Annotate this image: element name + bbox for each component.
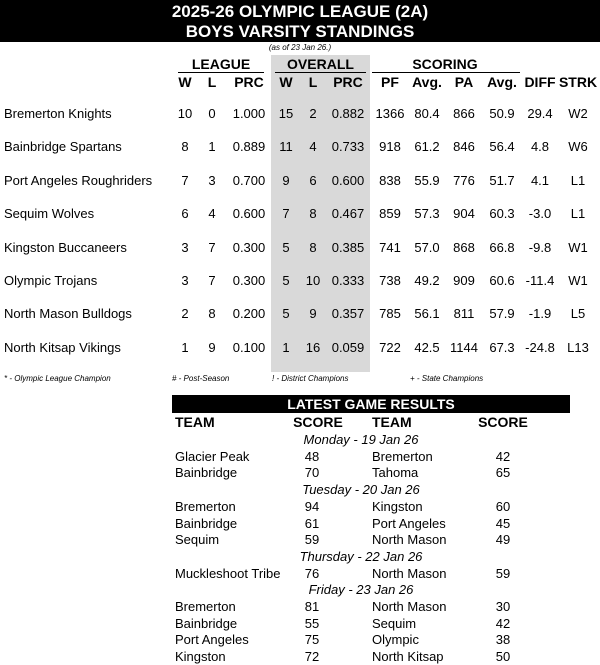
- cell-pa: 811: [453, 306, 475, 322]
- cell-league-prc: 1.000: [232, 106, 266, 121]
- game-row: [0, 565, 600, 582]
- away-team: Bremerton: [372, 448, 433, 464]
- cell-diff: -3.0: [528, 206, 552, 222]
- cell-diff: -24.8: [525, 339, 555, 355]
- cell-pf: 918: [379, 139, 401, 155]
- page-subtitle: BOYS VARSITY STANDINGS: [185, 22, 415, 41]
- cell-overall-w: 5: [282, 306, 290, 322]
- page-title: 2025-26 OLYMPIC LEAGUE (2A): [171, 2, 429, 21]
- cell-overall-prc: 0.059: [331, 339, 365, 355]
- cell-pf: 722: [379, 339, 401, 355]
- col-header-league-prc: PRC: [234, 74, 264, 90]
- standings-row: [0, 271, 600, 291]
- cell-overall-l: 10: [305, 273, 321, 288]
- standings-row: [0, 238, 600, 258]
- cell-pa: 846: [453, 139, 475, 155]
- game-row: [0, 648, 600, 665]
- cell-pa-avg: 66.8: [489, 239, 515, 255]
- cell-diff: -1.9: [528, 306, 552, 322]
- cell-pf: 741: [379, 239, 401, 255]
- col-header-pa-avg: Avg.: [487, 74, 517, 90]
- cell-league-l: 7: [208, 239, 216, 255]
- group-header-overall: OVERALL: [287, 56, 354, 72]
- cell-pf: 859: [379, 206, 401, 222]
- cell-league-prc: 0.889: [232, 139, 266, 155]
- cell-pa-avg: 56.4: [489, 139, 515, 155]
- away-score: 45: [495, 515, 511, 531]
- cell-league-w: 3: [181, 273, 189, 288]
- cell-pa-avg: 67.3: [489, 339, 515, 355]
- home-team: Muckleshoot Tribe: [175, 565, 281, 581]
- cell-overall-prc: 0.467: [331, 206, 365, 222]
- cell-pa-avg: 50.9: [489, 106, 515, 121]
- cell-pa: 1144: [450, 339, 478, 355]
- col-header-pf-avg: Avg.: [412, 74, 442, 90]
- home-team: Bremerton: [175, 599, 236, 614]
- cell-overall-l: 9: [309, 306, 317, 322]
- col-header-overall-prc: PRC: [333, 74, 363, 90]
- cell-league-l: 3: [208, 172, 216, 188]
- results-header-score-1: SCORE: [293, 414, 343, 430]
- col-header-overall-w: W: [279, 74, 293, 90]
- cell-pa-avg: 51.7: [489, 172, 515, 188]
- cell-league-prc: 0.300: [232, 239, 266, 255]
- cell-league-l: 0: [208, 106, 216, 121]
- cell-diff: 4.8: [530, 139, 550, 155]
- cell-pf: 838: [379, 172, 401, 188]
- standings-row: [0, 171, 600, 191]
- cell-overall-w: 9: [282, 172, 290, 188]
- day-header: Monday - 19 Jan 26: [303, 432, 419, 447]
- away-team: Port Angeles: [372, 515, 446, 531]
- cell-league-prc: 0.600: [232, 206, 266, 222]
- results-title: LATEST GAME RESULTS: [172, 395, 570, 413]
- as-of-date: (as of 23 Jan 26.): [268, 43, 332, 52]
- home-team: Sequim: [175, 532, 220, 548]
- home-team: Kingston: [175, 649, 226, 665]
- cell-pf-avg: 42.5: [414, 339, 440, 355]
- results-header-team-1: TEAM: [175, 414, 215, 430]
- cell-league-prc: 0.700: [232, 172, 266, 188]
- cell-league-w: 10: [177, 106, 193, 121]
- team-name: Bainbridge Spartans: [4, 139, 122, 155]
- cell-overall-w: 1: [282, 339, 290, 355]
- team-name: Bremerton Knights: [4, 106, 112, 121]
- game-row: [0, 498, 600, 515]
- game-row: [0, 464, 600, 481]
- group-header-scoring: SCORING: [412, 56, 478, 72]
- cell-league-w: 6: [181, 206, 189, 222]
- cell-pf-avg: 56.1: [414, 306, 440, 322]
- cell-streak: L1: [570, 172, 586, 188]
- day-header: Tuesday - 20 Jan 26: [302, 482, 420, 498]
- cell-league-w: 2: [181, 306, 189, 322]
- cell-overall-l: 16: [305, 339, 321, 355]
- home-team: Bainbridge: [175, 615, 238, 631]
- cell-overall-prc: 0.600: [331, 172, 365, 188]
- team-name: Kingston Buccaneers: [4, 239, 127, 255]
- cell-league-l: 1: [208, 139, 216, 155]
- day-header: Friday - 23 Jan 26: [308, 582, 414, 598]
- legend-state-champions: + - State Champions: [410, 374, 484, 383]
- cell-overall-l: 2: [309, 106, 317, 121]
- cell-streak: W2: [568, 106, 588, 121]
- col-header-overall-l: L: [308, 74, 318, 90]
- cell-streak: W6: [568, 139, 588, 155]
- cell-pa-avg: 57.9: [489, 306, 515, 322]
- cell-overall-prc: 0.385: [331, 239, 365, 255]
- legend-league-champion: * - Olympic League Champion: [4, 374, 111, 383]
- cell-pf: 785: [379, 306, 401, 322]
- standings-row: [0, 338, 600, 358]
- cell-pf-avg: 61.2: [414, 139, 440, 155]
- cell-overall-w: 11: [279, 139, 293, 155]
- team-name: North Mason Bulldogs: [4, 306, 132, 322]
- game-row: [0, 598, 600, 615]
- home-score: 61: [304, 515, 320, 531]
- cell-league-l: 7: [208, 273, 216, 288]
- cell-diff: 29.4: [527, 106, 553, 121]
- team-name: Port Angeles Roughriders: [4, 172, 153, 188]
- away-score: 42: [495, 448, 511, 464]
- cell-pf: 1366: [375, 106, 405, 121]
- legend-post-season: # - Post-Season: [172, 374, 230, 383]
- home-score: 76: [304, 565, 320, 581]
- team-name: North Kitsap Vikings: [4, 339, 121, 355]
- game-row: [0, 531, 600, 548]
- away-team: Olympic: [372, 632, 419, 648]
- home-score: 70: [304, 465, 320, 481]
- home-score: 81: [304, 599, 320, 614]
- away-score: 30: [495, 599, 511, 614]
- standings-row: [0, 304, 600, 324]
- cell-pf: 738: [379, 273, 401, 288]
- cell-diff: -11.4: [525, 273, 555, 288]
- cell-league-w: 7: [181, 172, 189, 188]
- cell-diff: -9.8: [528, 239, 552, 255]
- col-header-league-w: W: [178, 74, 192, 90]
- standings-row: [0, 137, 600, 157]
- home-score: 55: [304, 615, 320, 631]
- cell-league-l: 4: [208, 206, 216, 222]
- col-header-streak: STRK: [558, 74, 598, 90]
- cell-overall-l: 4: [309, 139, 317, 155]
- game-row: [0, 631, 600, 648]
- away-team: North Mason: [372, 599, 447, 614]
- cell-league-prc: 0.100: [232, 339, 266, 355]
- cell-overall-w: 5: [282, 239, 290, 255]
- home-score: 59: [304, 532, 320, 548]
- home-score: 75: [304, 632, 320, 648]
- cell-pf-avg: 57.0: [414, 239, 440, 255]
- cell-pf-avg: 57.3: [414, 206, 440, 222]
- cell-streak: L1: [570, 206, 586, 222]
- away-team: Tahoma: [372, 465, 419, 481]
- cell-pf-avg: 55.9: [414, 172, 440, 188]
- standings-row: [0, 104, 600, 124]
- col-header-pa: PA: [454, 74, 474, 90]
- home-team: Glacier Peak: [175, 448, 250, 464]
- cell-pa-avg: 60.6: [489, 273, 515, 288]
- away-score: 59: [495, 565, 511, 581]
- cell-league-l: 8: [208, 306, 216, 322]
- cell-league-w: 3: [181, 239, 189, 255]
- home-score: 94: [304, 498, 320, 514]
- home-team: Bainbridge: [175, 515, 238, 531]
- cell-league-w: 1: [181, 339, 189, 355]
- home-team: Port Angeles: [175, 632, 249, 648]
- cell-pf-avg: 80.4: [414, 106, 440, 121]
- cell-overall-prc: 0.882: [331, 106, 365, 121]
- cell-pa: 909: [453, 273, 475, 288]
- away-team: North Mason: [372, 565, 447, 581]
- away-score: 60: [495, 498, 511, 514]
- cell-pa: 866: [453, 106, 475, 121]
- col-header-pf: PF: [381, 74, 399, 90]
- away-team: North Mason: [372, 532, 447, 548]
- results-header-team-2: TEAM: [372, 414, 412, 430]
- cell-pa-avg: 60.3: [489, 206, 515, 222]
- cell-pa: 868: [453, 239, 475, 255]
- home-team: Bainbridge: [175, 465, 238, 481]
- game-row: [0, 515, 600, 532]
- away-score: 65: [495, 465, 511, 481]
- away-score: 42: [495, 615, 511, 631]
- cell-pa: 904: [453, 206, 475, 222]
- legend-district-champions: ! - District Champions: [272, 374, 349, 383]
- cell-league-w: 8: [181, 139, 189, 155]
- cell-overall-prc: 0.357: [331, 306, 365, 322]
- cell-pf-avg: 49.2: [414, 273, 440, 288]
- cell-overall-l: 8: [309, 239, 317, 255]
- cell-league-prc: 0.200: [232, 306, 266, 322]
- home-score: 72: [304, 649, 320, 665]
- home-score: 48: [304, 448, 320, 464]
- cell-league-prc: 0.300: [232, 273, 266, 288]
- away-team: Sequim: [372, 615, 417, 631]
- game-row: [0, 448, 600, 465]
- standings-row: [0, 204, 600, 224]
- away-score: 49: [495, 532, 511, 548]
- away-team: North Kitsap: [372, 649, 444, 665]
- cell-overall-w: 5: [282, 273, 290, 288]
- cell-overall-prc: 0.333: [331, 273, 365, 288]
- cell-overall-w: 7: [282, 206, 290, 222]
- day-header: Thursday - 22 Jan 26: [299, 548, 423, 564]
- home-team: Bremerton: [175, 498, 236, 514]
- cell-overall-prc: 0.733: [331, 139, 365, 155]
- away-team: Kingston: [372, 498, 423, 514]
- cell-overall-l: 8: [309, 206, 317, 222]
- title-banner: [0, 0, 600, 42]
- cell-overall-l: 6: [309, 172, 317, 188]
- cell-streak: L13: [567, 339, 589, 355]
- cell-overall-w: 15: [278, 106, 294, 121]
- game-row: [0, 615, 600, 632]
- col-header-diff: DIFF: [524, 74, 556, 90]
- away-score: 50: [495, 649, 511, 665]
- cell-streak: W1: [568, 273, 588, 288]
- results-header-score-2: SCORE: [478, 414, 528, 430]
- col-header-league-l: L: [207, 74, 217, 90]
- team-name: Sequim Wolves: [4, 206, 95, 222]
- away-score: 38: [495, 632, 511, 648]
- cell-league-l: 9: [208, 339, 216, 355]
- group-header-league: LEAGUE: [191, 56, 251, 72]
- cell-streak: L5: [570, 306, 586, 322]
- cell-pa: 776: [453, 172, 475, 188]
- team-name: Olympic Trojans: [4, 273, 98, 288]
- cell-diff: 4.1: [530, 172, 550, 188]
- cell-streak: W1: [568, 239, 588, 255]
